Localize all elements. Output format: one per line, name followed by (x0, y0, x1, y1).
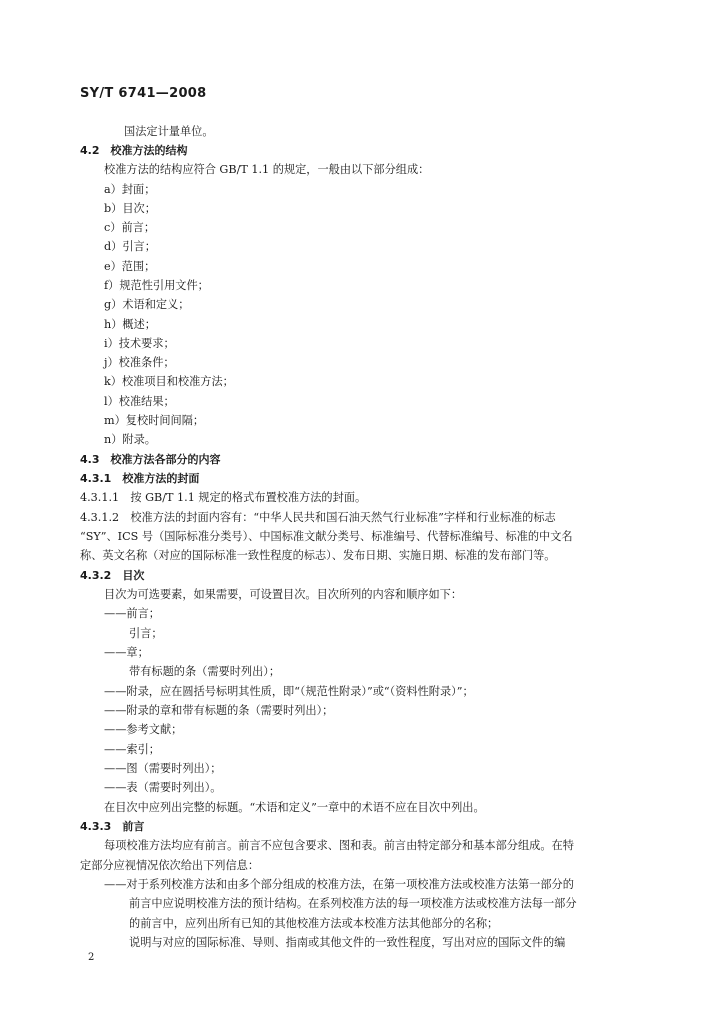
list-item: l）校准结果； (104, 395, 175, 408)
text-line: 在目次中应列出完整的标题。“术语和定义”一章中的术语不应在目次中列出。 (104, 801, 485, 814)
clause-text: 4.3.1.1 按 GB/T 1.1 规定的格式布置校准方法的封面。 (80, 491, 367, 504)
list-item: k）校准项目和校准方法； (104, 375, 234, 388)
dash-item: 引言； (129, 627, 163, 640)
section-heading: 4.3.2 目次 (80, 569, 145, 582)
list-item: e）范围； (104, 260, 156, 273)
dash-item: 带有标题的条（需要时列出）； (129, 665, 281, 678)
list-item: c）前言； (104, 221, 156, 234)
section-heading: 4.3.1 校准方法的封面 (80, 472, 200, 485)
text-line: 定部分应视情况依次给出下列信息： (80, 859, 260, 872)
page-number: 2 (88, 952, 95, 963)
section-heading: 4.3.3 前言 (80, 820, 145, 833)
text-line: “SY”、ICS 号（国际标准分类号）、中国标准文献分类号、标准编号、代替标准编号、标准的中文名 (80, 530, 573, 543)
list-item: g）术语和定义； (104, 298, 190, 311)
text-line: 说明与对应的国际标准、导则、指南或其他文件的一致性程度，写出对应的国际文件的编 (129, 936, 566, 949)
text-line: 每项校准方法均应有前言。前言不应包含要求、图和表。前言由特定部分和基本部分组成。在特 (104, 839, 574, 852)
list-item: j）校准条件； (104, 356, 175, 369)
clause-text: 4.3.1.2 校准方法的封面内容有：“中华人民共和国石油天然气行业标准”字样和行业标准的标志 (80, 511, 556, 524)
list-item: b）目次； (104, 202, 156, 215)
dash-item: ——对于系列校准方法和由多个部分组成的校准方法，在第一项校准方法或校准方法第一部分的 (104, 878, 574, 891)
text-line: 国法定计量单位。 (124, 125, 214, 138)
dash-item: ——表（需要时列出）。 (104, 781, 222, 794)
dash-item: ——附录，应在圆括号标明其性质，即“（规范性附录）”或“（资料性附录）”； (104, 685, 474, 698)
section-heading: 4.2 校准方法的结构 (80, 144, 188, 157)
text-line: 前言中应说明校准方法的预计结构。在系列校准方法的每一项校准方法或校准方法每一部分 (129, 897, 577, 910)
dash-item: ——索引； (104, 743, 160, 756)
list-item: m）复校时间间隔； (104, 414, 205, 427)
text-line: 的前言中，应列出所有已知的其他校准方法或本校准方法其他部分的名称； (129, 917, 499, 930)
dash-item: ——图（需要时列出）； (104, 762, 222, 775)
list-item: d）引言； (104, 240, 156, 253)
list-item: n）附录。 (104, 433, 156, 446)
list-item: h）概述； (104, 318, 156, 331)
text-line: 校准方法的结构应符合 GB/T 1.1 的规定，一般由以下部分组成： (104, 163, 430, 176)
dash-item: ——前言； (104, 607, 160, 620)
list-item: i）技术要求； (104, 337, 175, 350)
dash-item: ——附录的章和带有标题的条（需要时列出）； (104, 704, 334, 717)
list-item: a）封面； (104, 183, 156, 196)
text-line: 称、英文名称（对应的国际标准一致性程度的标志）、发布日期、实施日期、标准的发布部门等。 (80, 549, 556, 562)
dash-item: ——参考文献； (104, 723, 183, 736)
text-line: 目次为可选要素，如果需要，可设置目次。目次所列的内容和顺序如下： (104, 588, 463, 601)
dash-item: ——章； (104, 646, 149, 659)
standard-code-header: SY/T 6741—2008 (80, 86, 207, 101)
list-item: f）规范性引用文件； (104, 279, 209, 292)
section-heading: 4.3 校准方法各部分的内容 (80, 453, 221, 466)
